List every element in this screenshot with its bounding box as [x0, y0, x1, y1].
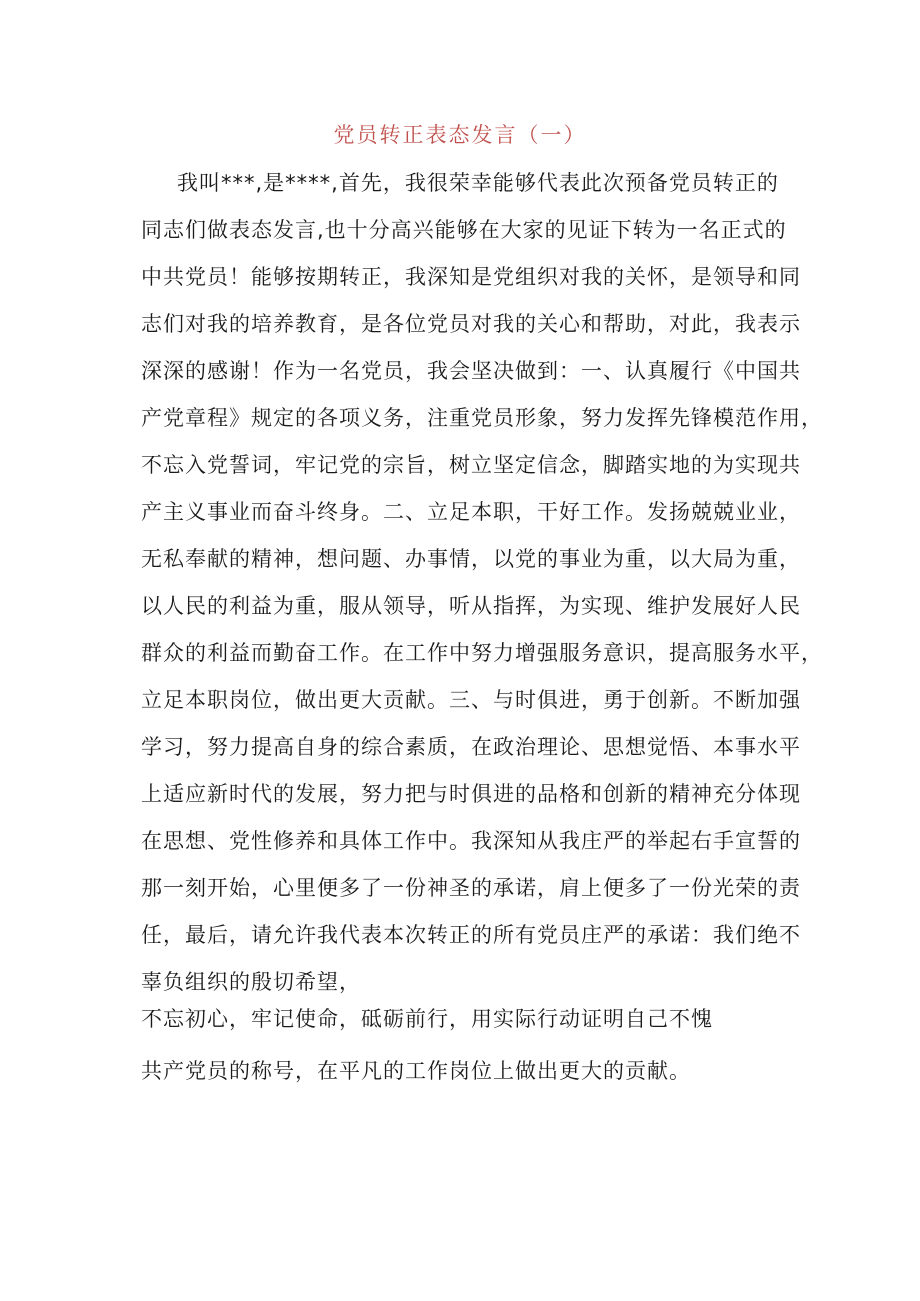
body-line-20: 共产党员的称号，在平凡的工作岗位上做出更大的贡献。 — [141, 1059, 691, 1083]
body-line-3: 中共党员！能够按期转正，我深知是党组织对我的关怀，是领导和同 — [141, 265, 801, 289]
document-title: 党员转正表态发言（一） — [333, 123, 587, 147]
body-line-7: 不忘入党誓词，牢记党的宗旨，树立坚定信念，脚踏实地的为实现共 — [141, 453, 801, 477]
body-line-15: 在思想、党性修养和具体工作中。我深知从我庄严的举起右手宣誓的 — [141, 829, 801, 853]
body-line-18: 辜负组织的殷切希望， — [141, 970, 361, 994]
body-line-1: 我叫***,是****,首先，我很荣幸能够代表此次预备党员转正的 — [177, 171, 779, 195]
body-line-10: 以人民的利益为重，服从领导，听从指挥，为实现、维护发展好人民 — [141, 594, 801, 618]
body-line-4: 志们对我的培养教育，是各位党员对我的关心和帮助，对此，我表示 — [141, 312, 801, 336]
body-line-8: 产主义事业而奋斗终身。二、立足本职，干好工作。发扬兢兢业业， — [141, 500, 801, 524]
body-line-11: 群众的利益而勤奋工作。在工作中努力增强服务意识，提高服务水平， — [141, 641, 823, 665]
body-line-12: 立足本职岗位，做出更大贡献。三、与时俱进，勇于创新。不断加强 — [141, 688, 801, 712]
body-line-5: 深深的感谢！作为一名党员，我会坚决做到：一、认真履行《中国共 — [141, 359, 801, 383]
body-line-13: 学习，努力提高自身的综合素质，在政治理论、思想觉悟、本事水平 — [141, 735, 801, 759]
body-line-19: 不忘初心，牢记使命，砥砺前行，用实际行动证明自己不愧 — [141, 1007, 713, 1031]
body-line-2: 同志们做表态发言,也十分高兴能够在大家的见证下转为一名正式的 — [141, 218, 787, 242]
body-line-6: 产党章程》规定的各项义务，注重党员形象，努力发挥先锋模范作用， — [141, 406, 823, 430]
body-line-14: 上适应新时代的发展，努力把与时俱进的品格和创新的精神充分体现 — [141, 782, 801, 806]
body-line-9: 无私奉献的精神，想问题、办事情，以党的事业为重，以大局为重， — [141, 547, 801, 571]
body-line-17: 任，最后，请允许我代表本次转正的所有党员庄严的承诺：我们绝不 — [141, 923, 801, 947]
body-line-16: 那一刻开始，心里便多了一份神圣的承诺，肩上便多了一份光荣的责 — [141, 876, 801, 900]
